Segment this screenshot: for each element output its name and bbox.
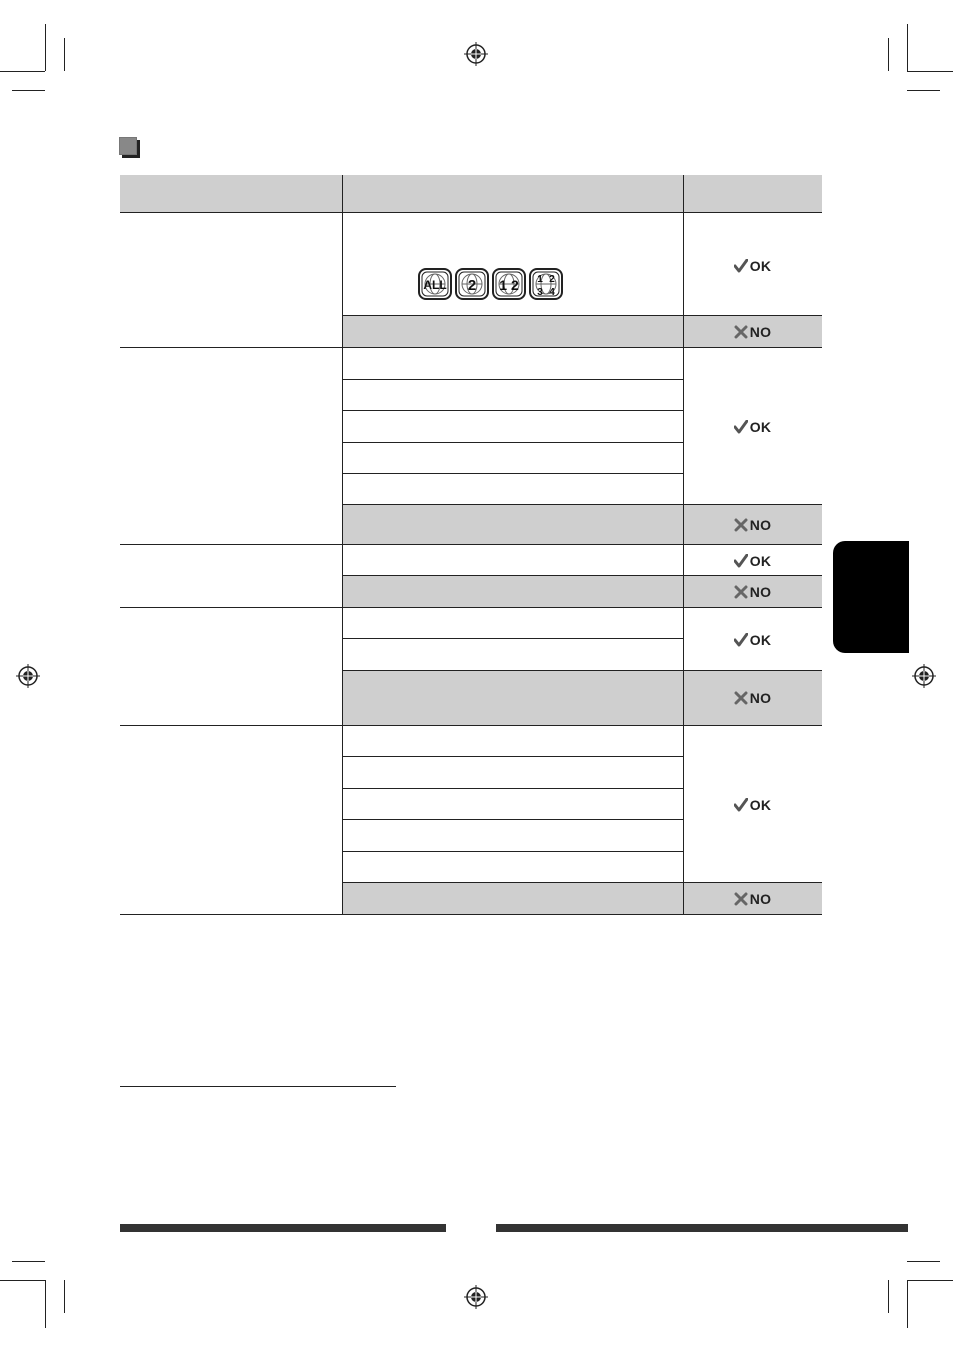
- status-ok-label: OK: [749, 258, 772, 274]
- status-no-label: NO: [749, 690, 772, 706]
- cross-icon: [734, 892, 748, 906]
- footer-bar-left: [120, 1224, 446, 1232]
- status-no-label: NO: [749, 517, 772, 533]
- footer-bar-right: [496, 1224, 908, 1232]
- crop-mark: [907, 1280, 953, 1281]
- crop-mark: [907, 24, 908, 71]
- crop-mark: [12, 1261, 45, 1262]
- table-row: [342, 411, 683, 443]
- cross-icon: [734, 691, 748, 705]
- status-ok-label: OK: [749, 419, 772, 435]
- svg-text:1: 1: [537, 274, 543, 285]
- svg-text:1 2: 1 2: [499, 277, 519, 293]
- table-header-col3: [683, 175, 822, 213]
- crop-mark: [907, 1261, 940, 1262]
- crop-mark: [64, 38, 65, 71]
- svg-text:2: 2: [467, 277, 477, 294]
- crop-mark: [888, 1280, 889, 1313]
- status-no-label: NO: [749, 324, 772, 340]
- table-row-group-4-label: [120, 608, 342, 726]
- crop-mark: [64, 1280, 65, 1313]
- status-no-label: NO: [749, 584, 772, 600]
- region-all-icon: [418, 268, 452, 300]
- status-ok: [683, 629, 822, 651]
- crop-mark: [45, 24, 46, 71]
- region-icons: [418, 268, 563, 300]
- table-header-col2: [342, 175, 683, 213]
- footnote-rule: [120, 1086, 396, 1087]
- cross-icon: [734, 585, 748, 599]
- crop-mark: [907, 71, 953, 72]
- table-row: [342, 348, 683, 380]
- table-row: [342, 726, 683, 757]
- crop-mark: [888, 38, 889, 71]
- cross-icon: [734, 325, 748, 339]
- table-row: [342, 380, 683, 411]
- checkmark-icon: [734, 798, 748, 812]
- crop-mark: [0, 1280, 45, 1281]
- table-header-col1: [120, 175, 342, 213]
- table-cell-gray: [342, 883, 683, 915]
- section-square-icon: [119, 137, 141, 159]
- table-row-group-1-label: [120, 213, 342, 348]
- status-no: [683, 514, 822, 536]
- status-no-label: NO: [749, 891, 772, 907]
- status-ok: [683, 416, 822, 438]
- status-no: [683, 687, 822, 709]
- svg-text:2: 2: [549, 274, 555, 285]
- checkmark-icon: [734, 259, 748, 273]
- table-row-group-2-label: [120, 348, 342, 545]
- status-no: [683, 581, 822, 603]
- table-row: [342, 443, 683, 474]
- checkmark-icon: [734, 554, 748, 568]
- svg-text:ALL: ALL: [423, 278, 447, 292]
- status-ok: [683, 255, 822, 277]
- table-row: [342, 852, 683, 883]
- table-row: [342, 608, 683, 639]
- crop-mark: [12, 90, 45, 91]
- table-cell-gray: [342, 576, 683, 608]
- table-row: [342, 820, 683, 852]
- checkmark-icon: [734, 633, 748, 647]
- side-tab: [833, 541, 909, 653]
- status-ok-label: OK: [749, 632, 772, 648]
- svg-text:3: 3: [537, 287, 543, 298]
- table-row: [342, 789, 683, 820]
- svg-text:4: 4: [549, 287, 555, 298]
- registration-mark-icon: [16, 664, 40, 688]
- status-ok-label: OK: [749, 553, 772, 569]
- table-row: [342, 757, 683, 789]
- table-cell-gray: [342, 316, 683, 348]
- cross-icon: [734, 518, 748, 532]
- checkmark-icon: [734, 420, 748, 434]
- crop-mark: [0, 71, 45, 72]
- status-no: [683, 321, 822, 343]
- crop-mark: [907, 90, 940, 91]
- status-no: [683, 888, 822, 910]
- table-cell-region: [342, 213, 683, 316]
- section-square-face: [119, 137, 137, 155]
- table-row: [342, 474, 683, 505]
- status-ok: [683, 550, 822, 572]
- registration-mark-icon: [464, 1285, 488, 1309]
- table-cell-gray: [342, 671, 683, 726]
- crop-mark: [45, 1280, 46, 1328]
- region-1-2-icon: [492, 268, 526, 300]
- table-row: [342, 639, 683, 671]
- region-2-icon: [455, 268, 489, 300]
- table-row-group-5-label: [120, 726, 342, 915]
- region-1-2-3-4-icon: [529, 268, 563, 300]
- table-row: [342, 545, 683, 576]
- table-cell-gray: [342, 505, 683, 545]
- registration-mark-icon: [912, 664, 936, 688]
- table-row-group-3-label: [120, 545, 342, 608]
- status-ok-label: OK: [749, 797, 772, 813]
- status-ok: [683, 794, 822, 816]
- crop-mark: [907, 1280, 908, 1328]
- registration-mark-icon: [464, 42, 488, 66]
